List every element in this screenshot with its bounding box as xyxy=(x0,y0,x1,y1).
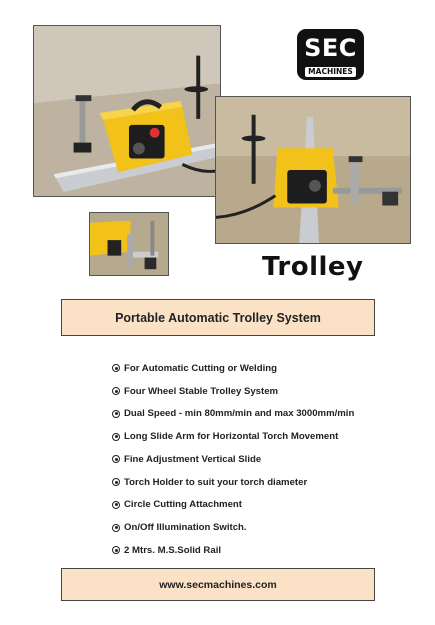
feature-text: For Automatic Cutting or Welding xyxy=(124,362,277,374)
bullet-icon xyxy=(112,501,120,509)
logo-machines-text: MACHINES xyxy=(305,67,356,77)
bullet-icon xyxy=(112,364,120,372)
feature-text: Dual Speed - min 80mm/min and max 3000mm/min xyxy=(124,408,355,420)
bullet-icon xyxy=(112,546,120,554)
bullet-icon xyxy=(112,433,120,441)
page-title: Trolley xyxy=(262,252,364,282)
trolley-photo-main xyxy=(33,25,221,197)
feature-text: Circle Cutting Attachment xyxy=(124,499,242,511)
feature-item xyxy=(112,516,354,539)
bullet-icon xyxy=(112,478,120,486)
feature-text: Torch Holder to suit your torch diameter xyxy=(124,476,308,488)
feature-item xyxy=(112,380,354,403)
feature-item xyxy=(112,471,354,494)
trolley-photo-side xyxy=(215,96,411,244)
bullet-icon xyxy=(112,387,120,395)
feature-item xyxy=(112,448,354,471)
feature-item xyxy=(112,539,354,562)
feature-text: On/Off Illumination Switch. xyxy=(124,522,247,534)
feature-item xyxy=(112,403,354,426)
trolley-photo-detail xyxy=(89,212,169,276)
bullet-icon xyxy=(112,410,120,418)
feature-list xyxy=(112,357,354,562)
logo-sec-text: SEC xyxy=(304,34,357,62)
feature-text: Long Slide Arm for Horizontal Torch Movement xyxy=(124,431,339,443)
sec-machines-logo xyxy=(297,29,364,80)
feature-item xyxy=(112,357,354,380)
bullet-icon xyxy=(112,455,120,463)
feature-text: 2 Mtrs. M.S.Solid Rail xyxy=(124,544,222,556)
feature-item xyxy=(112,494,354,517)
product-banner: Portable Automatic Trolley System xyxy=(61,299,375,336)
feature-text: Fine Adjustment Vertical Slide xyxy=(124,453,262,465)
bullet-icon xyxy=(112,524,120,532)
feature-item xyxy=(112,425,354,448)
website-footer: www.secmachines.com xyxy=(61,568,375,601)
feature-text: Four Wheel Stable Trolley System xyxy=(124,385,279,397)
